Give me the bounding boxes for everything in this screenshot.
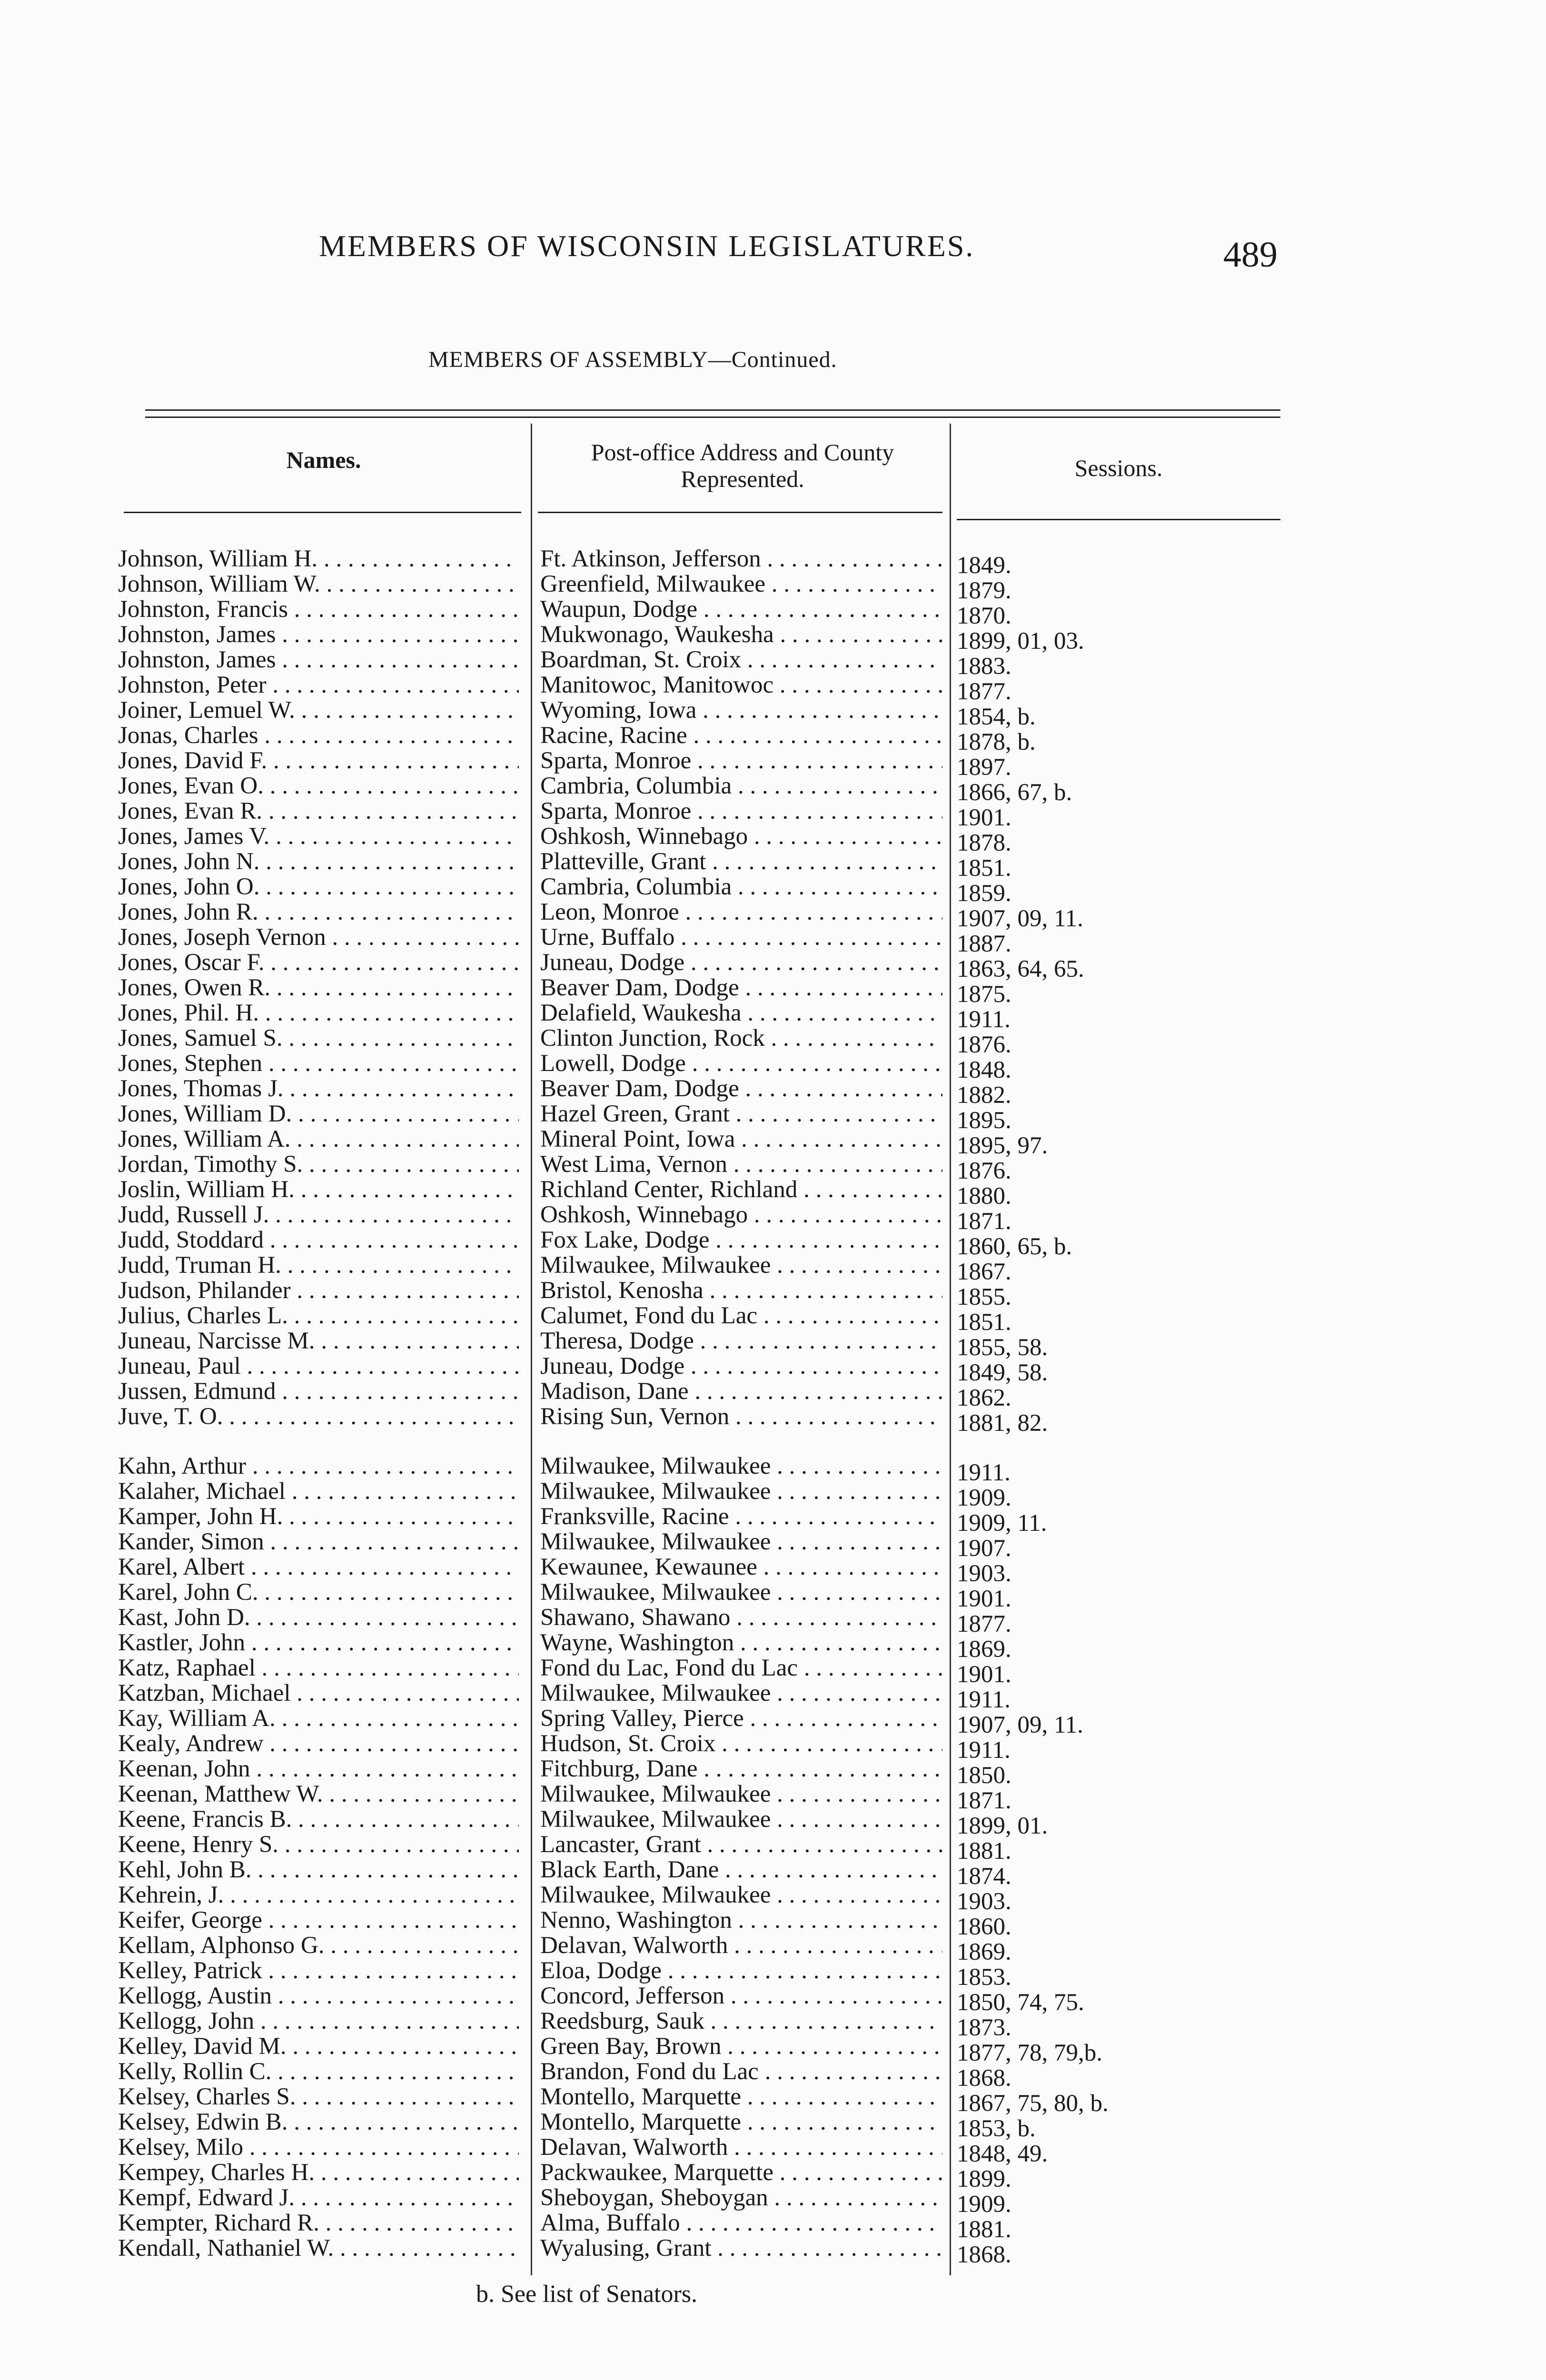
address-county: Mineral Point, Iowa . . . bbox=[540, 1127, 942, 1152]
address-county: Manitowoc, Manitowoc . . . bbox=[540, 673, 942, 698]
sessions: 1866, 67, b. bbox=[957, 780, 1072, 805]
address-county: Oshkosh, Winnebago . . . bbox=[540, 1202, 942, 1228]
table-row bbox=[0, 1731, 1546, 1763]
table-row bbox=[0, 1883, 1546, 1914]
sessions: 1876. bbox=[957, 1159, 1011, 1184]
member-name: Kellam, Alphonso G. . . . bbox=[118, 1933, 519, 1958]
member-name: Kehrein, J. . . . bbox=[118, 1883, 519, 1908]
member-name: Kealy, Andrew . . . bbox=[118, 1731, 519, 1756]
sessions: 1897. bbox=[957, 755, 1011, 780]
table-row bbox=[0, 1228, 1546, 1259]
table-row bbox=[0, 1354, 1546, 1386]
member-name: Kendall, Nathaniel W. . . . bbox=[118, 2236, 519, 2261]
table-row bbox=[0, 824, 1546, 856]
sessions: 1851. bbox=[957, 1310, 1011, 1335]
sessions: 1848. bbox=[957, 1058, 1011, 1083]
header-rule-sessions bbox=[957, 519, 1280, 520]
sessions: 1878. bbox=[957, 831, 1011, 856]
member-name: Kellogg, Austin . . . bbox=[118, 1983, 519, 2009]
table-row bbox=[0, 2034, 1546, 2066]
address-county: Lowell, Dodge . . . bbox=[540, 1051, 942, 1076]
sessions: 1877. bbox=[957, 1612, 1011, 1637]
member-name: Kehl, John B. . . . bbox=[118, 1857, 519, 1883]
sessions: 1874. bbox=[957, 1864, 1011, 1889]
column-header-sessions: Sessions. bbox=[1074, 455, 1163, 481]
entries-section-j bbox=[0, 546, 1546, 1436]
sessions: 1867. bbox=[957, 1259, 1011, 1285]
table-row bbox=[0, 1454, 1546, 1486]
address-county: Rising Sun, Vernon . . . bbox=[540, 1404, 942, 1429]
section-subtitle: MEMBERS OF ASSEMBLY—Continued. bbox=[428, 347, 837, 372]
address-county: Wayne, Washington . . . bbox=[540, 1630, 942, 1656]
address-county: Lancaster, Grant . . . bbox=[540, 1832, 942, 1857]
table-row bbox=[0, 1983, 1546, 2015]
sessions: 1877. bbox=[957, 679, 1011, 704]
address-county: Black Earth, Dane . . . bbox=[540, 1857, 942, 1883]
sessions: 1882. bbox=[957, 1083, 1011, 1108]
address-county: Kewaunee, Kewaunee . . . bbox=[540, 1555, 942, 1580]
table-row bbox=[0, 1479, 1546, 1511]
address-county: Leon, Monroe . . . bbox=[540, 900, 942, 925]
table-row bbox=[0, 1807, 1546, 1839]
sessions: 1907. bbox=[957, 1536, 1011, 1561]
member-name: Kelley, Patrick . . . bbox=[118, 1958, 519, 1983]
table-row bbox=[0, 597, 1546, 629]
table-row bbox=[0, 1656, 1546, 1687]
member-name: Joslin, William H. . . . bbox=[118, 1177, 519, 1202]
member-name: Judd, Stoddard . . . bbox=[118, 1228, 519, 1253]
sessions: 1899, 01, 03. bbox=[957, 629, 1084, 654]
address-county: Sheboygan, Sheboygan . . . bbox=[540, 2185, 942, 2211]
sessions: 1901. bbox=[957, 805, 1011, 831]
member-name: Kander, Simon . . . bbox=[118, 1529, 519, 1555]
member-name: Katz, Raphael . . . bbox=[118, 1656, 519, 1681]
table-row bbox=[0, 874, 1546, 906]
address-county: Green Bay, Brown . . . bbox=[540, 2034, 942, 2059]
address-county: Hazel Green, Grant . . . bbox=[540, 1101, 942, 1127]
table-row bbox=[0, 2185, 1546, 2217]
address-county: Juneau, Dodge . . . bbox=[540, 1354, 942, 1379]
member-name: Kelley, David M. . . . bbox=[118, 2034, 519, 2059]
table-row bbox=[0, 1152, 1546, 1184]
address-county: Richland Center, Richland . . . bbox=[540, 1177, 942, 1202]
member-name: Kelly, Rollin C. . . . bbox=[118, 2059, 519, 2084]
member-name: Jones, Oscar F. . . . bbox=[118, 950, 519, 975]
member-name: Juve, T. O. . . . bbox=[118, 1404, 519, 1429]
member-name: Jones, Samuel S. . . . bbox=[118, 1026, 519, 1051]
table-row bbox=[0, 1958, 1546, 1990]
member-name: Keene, Francis B. . . . bbox=[118, 1807, 519, 1832]
table-row bbox=[0, 1908, 1546, 1940]
member-name: Jones, David F. . . . bbox=[118, 748, 519, 774]
sessions: 1862. bbox=[957, 1386, 1011, 1411]
member-name: Jones, Stephen . . . bbox=[118, 1051, 519, 1076]
address-county: Wyoming, Iowa . . . bbox=[540, 698, 942, 723]
address-county: Eloa, Dodge . . . bbox=[540, 1958, 942, 1983]
sessions: 1876. bbox=[957, 1032, 1011, 1058]
table-row bbox=[0, 1329, 1546, 1360]
address-county: Milwaukee, Milwaukee . . . bbox=[540, 1782, 942, 1807]
table-row bbox=[0, 1051, 1546, 1083]
member-name: Katzban, Michael . . . bbox=[118, 1681, 519, 1706]
table-row bbox=[0, 1404, 1546, 1436]
address-county: Alma, Buffalo . . . bbox=[540, 2211, 942, 2236]
table-row bbox=[0, 2236, 1546, 2268]
sessions: 1850. bbox=[957, 1763, 1011, 1788]
member-name: Judd, Russell J. . . . bbox=[118, 1202, 519, 1228]
member-name: Kempter, Richard R. . . . bbox=[118, 2211, 519, 2236]
address-county: Milwaukee, Milwaukee . . . bbox=[540, 1807, 942, 1832]
sessions: 1869. bbox=[957, 1940, 1011, 1965]
member-name: Juneau, Paul . . . bbox=[118, 1354, 519, 1379]
member-name: Kellogg, John . . . bbox=[118, 2009, 519, 2034]
address-county: Brandon, Fond du Lac . . . bbox=[540, 2059, 942, 2084]
member-name: Jones, John O. . . . bbox=[118, 874, 519, 900]
address-county: Montello, Marquette . . . bbox=[540, 2084, 942, 2110]
table-row bbox=[0, 647, 1546, 679]
table-row bbox=[0, 1681, 1546, 1713]
member-name: Jonas, Charles . . . bbox=[118, 723, 519, 748]
sessions: 1881. bbox=[957, 2217, 1011, 2242]
address-county: Nenno, Washington . . . bbox=[540, 1908, 942, 1933]
footnote: b. See list of Senators. bbox=[476, 2281, 698, 2308]
member-name: Jones, Thomas J. . . . bbox=[118, 1076, 519, 1101]
address-county: Shawano, Shawano . . . bbox=[540, 1605, 942, 1630]
sessions: 1911. bbox=[957, 1007, 1011, 1032]
sessions: 1907, 09, 11. bbox=[957, 1713, 1083, 1738]
table-row bbox=[0, 2211, 1546, 2242]
address-county: Concord, Jefferson . . . bbox=[540, 1983, 942, 2009]
sessions: 1855, 58. bbox=[957, 1335, 1048, 1360]
address-county: Mukwonago, Waukesha . . . bbox=[540, 622, 942, 647]
member-name: Joiner, Lemuel W. . . . bbox=[118, 698, 519, 723]
member-name: Jones, Phil. H. . . . bbox=[118, 1001, 519, 1026]
sessions: 1851. bbox=[957, 856, 1011, 881]
address-county: Delavan, Walworth . . . bbox=[540, 2135, 942, 2160]
member-name: Jones, John N. . . . bbox=[118, 849, 519, 874]
table-row bbox=[0, 925, 1546, 957]
sessions: 1899. bbox=[957, 2167, 1011, 2192]
address-county: Racine, Racine . . . bbox=[540, 723, 942, 748]
address-county: Reedsburg, Sauk . . . bbox=[540, 2009, 942, 2034]
address-county: Milwaukee, Milwaukee . . . bbox=[540, 1529, 942, 1555]
address-county: Milwaukee, Milwaukee . . . bbox=[540, 1681, 942, 1706]
table-row bbox=[0, 673, 1546, 704]
table-row bbox=[0, 849, 1546, 881]
sessions: 1853. bbox=[957, 1965, 1011, 1990]
column-header-names: Names. bbox=[286, 446, 361, 473]
address-county: Sparta, Monroe . . . bbox=[540, 748, 942, 774]
table-row bbox=[0, 1001, 1546, 1032]
sessions: 1875. bbox=[957, 982, 1011, 1007]
address-county: Urne, Buffalo . . . bbox=[540, 925, 942, 950]
address-county: Milwaukee, Milwaukee . . . bbox=[540, 1883, 942, 1908]
sessions: 1880. bbox=[957, 1184, 1011, 1209]
address-county: Calumet, Fond du Lac . . . bbox=[540, 1303, 942, 1329]
table-row bbox=[0, 799, 1546, 831]
member-name: Johnston, Francis . . . bbox=[118, 597, 519, 622]
sessions: 1860. bbox=[957, 1914, 1011, 1940]
address-county: Packwaukee, Marquette . . . bbox=[540, 2160, 942, 2185]
sessions: 1899, 01. bbox=[957, 1814, 1048, 1839]
table-row bbox=[0, 1379, 1546, 1411]
member-name: Kamper, John H. . . . bbox=[118, 1504, 519, 1529]
address-county: Greenfield, Milwaukee . . . bbox=[540, 572, 942, 597]
page-number: 489 bbox=[1223, 235, 1278, 275]
sessions: 1911. bbox=[957, 1687, 1011, 1713]
address-county: Wyalusing, Grant . . . bbox=[540, 2236, 942, 2261]
sessions: 1855. bbox=[957, 1285, 1011, 1310]
table-row bbox=[0, 1504, 1546, 1536]
sessions: 1849, 58. bbox=[957, 1360, 1048, 1386]
member-name: Johnson, William W. . . . bbox=[118, 572, 519, 597]
member-name: Johnston, James . . . bbox=[118, 647, 519, 673]
sessions: 1895. bbox=[957, 1108, 1011, 1133]
sessions: 1871. bbox=[957, 1788, 1011, 1814]
address-county: Milwaukee, Milwaukee . . . bbox=[540, 1479, 942, 1504]
table-row bbox=[0, 1101, 1546, 1133]
address-county: Delavan, Walworth . . . bbox=[540, 1933, 942, 1958]
address-county: Fox Lake, Dodge . . . bbox=[540, 1228, 942, 1253]
table-row bbox=[0, 1857, 1546, 1889]
address-county: Platteville, Grant . . . bbox=[540, 849, 942, 874]
table-row bbox=[0, 1026, 1546, 1058]
table-row bbox=[0, 2160, 1546, 2192]
table-row bbox=[0, 2135, 1546, 2167]
sessions: 1859. bbox=[957, 881, 1011, 906]
sessions: 1873. bbox=[957, 2015, 1011, 2041]
table-row bbox=[0, 1202, 1546, 1234]
top-rule-2 bbox=[145, 416, 1280, 418]
member-name: Kempf, Edward J. . . . bbox=[118, 2185, 519, 2211]
running-title: MEMBERS OF WISCONSIN LEGISLATURES. bbox=[319, 229, 975, 263]
top-rule bbox=[145, 409, 1280, 411]
column-header-address: Post-office Address and County Represented. bbox=[591, 439, 894, 492]
sessions: 1849. bbox=[957, 553, 1011, 578]
sessions: 1901. bbox=[957, 1587, 1011, 1612]
table-row bbox=[0, 1832, 1546, 1864]
address-county: Waupun, Dodge . . . bbox=[540, 597, 942, 622]
address-county: Beaver Dam, Dodge . . . bbox=[540, 1076, 942, 1101]
address-county: Cambria, Columbia . . . bbox=[540, 774, 942, 799]
member-name: Juneau, Narcisse M. . . . bbox=[118, 1329, 519, 1354]
entries-section-k bbox=[0, 1454, 1546, 2268]
member-name: Keenan, Matthew W. . . . bbox=[118, 1782, 519, 1807]
sessions: 1871. bbox=[957, 1209, 1011, 1234]
member-name: Judd, Truman H. . . . bbox=[118, 1253, 519, 1278]
address-county: West Lima, Vernon . . . bbox=[540, 1152, 942, 1177]
address-county: Montello, Marquette . . . bbox=[540, 2110, 942, 2135]
table-row bbox=[0, 698, 1546, 730]
address-county: Fond du Lac, Fond du Lac . . . bbox=[540, 1656, 942, 1681]
member-name: Kahn, Arthur . . . bbox=[118, 1454, 519, 1479]
sessions: 1911. bbox=[957, 1460, 1011, 1486]
address-county: Spring Valley, Pierce . . . bbox=[540, 1706, 942, 1731]
member-name: Karel, John C. . . . bbox=[118, 1580, 519, 1605]
table-row bbox=[0, 1253, 1546, 1285]
table-row bbox=[0, 950, 1546, 982]
table-row bbox=[0, 2084, 1546, 2116]
member-name: Julius, Charles L. . . . bbox=[118, 1303, 519, 1329]
address-county: Fitchburg, Dane . . . bbox=[540, 1756, 942, 1782]
member-name: Jones, William D. . . . bbox=[118, 1101, 519, 1127]
table-row bbox=[0, 1933, 1546, 1965]
sessions: 1867, 75, 80, b. bbox=[957, 2091, 1109, 2116]
table-row bbox=[0, 622, 1546, 654]
member-name: Karel, Albert . . . bbox=[118, 1555, 519, 1580]
member-name: Kast, John D. . . . bbox=[118, 1605, 519, 1630]
sessions: 1863, 64, 65. bbox=[957, 957, 1084, 982]
sessions: 1895, 97. bbox=[957, 1133, 1048, 1159]
header-rule-address bbox=[538, 512, 942, 513]
table-row bbox=[0, 1782, 1546, 1814]
table-row bbox=[0, 2009, 1546, 2041]
table-row bbox=[0, 1555, 1546, 1587]
address-county: Juneau, Dodge . . . bbox=[540, 950, 942, 975]
member-name: Kempey, Charles H. . . . bbox=[118, 2160, 519, 2185]
sessions: 1909. bbox=[957, 2192, 1011, 2217]
table-row bbox=[0, 1177, 1546, 1209]
member-name: Jones, James V. . . . bbox=[118, 824, 519, 849]
member-name: Kalaher, Michael . . . bbox=[118, 1479, 519, 1504]
sessions: 1903. bbox=[957, 1561, 1011, 1587]
table-row bbox=[0, 1278, 1546, 1310]
address-county: Theresa, Dodge . . . bbox=[540, 1329, 942, 1354]
member-name: Jones, Evan O. . . . bbox=[118, 774, 519, 799]
table-row bbox=[0, 1127, 1546, 1159]
table-row bbox=[0, 1630, 1546, 1662]
table-row bbox=[0, 900, 1546, 932]
member-name: Kelsey, Edwin B. . . . bbox=[118, 2110, 519, 2135]
sessions: 1850, 74, 75. bbox=[957, 1990, 1084, 2015]
sessions: 1909, 11. bbox=[957, 1511, 1047, 1536]
member-name: Keene, Henry S. . . . bbox=[118, 1832, 519, 1857]
member-name: Jones, John R. . . . bbox=[118, 900, 519, 925]
member-name: Jones, Joseph Vernon . . . bbox=[118, 925, 519, 950]
member-name: Keifer, George . . . bbox=[118, 1908, 519, 1933]
address-county: Delafield, Waukesha . . . bbox=[540, 1001, 942, 1026]
member-name: Jordan, Timothy S. . . . bbox=[118, 1152, 519, 1177]
table-row bbox=[0, 1706, 1546, 1738]
address-county: Bristol, Kenosha . . . bbox=[540, 1278, 942, 1303]
member-name: Kay, William A. . . . bbox=[118, 1706, 519, 1731]
table-row bbox=[0, 723, 1546, 755]
sessions: 1907, 09, 11. bbox=[957, 906, 1083, 932]
sessions: 1879. bbox=[957, 578, 1011, 604]
member-name: Johnston, James . . . bbox=[118, 622, 519, 647]
member-name: Jones, Evan R. . . . bbox=[118, 799, 519, 824]
member-name: Jones, William A. . . . bbox=[118, 1127, 519, 1152]
member-name: Jussen, Edmund . . . bbox=[118, 1379, 519, 1404]
sessions: 1853, b. bbox=[957, 2116, 1036, 2142]
table-row bbox=[0, 1605, 1546, 1637]
sessions: 1881, 82. bbox=[957, 1411, 1048, 1436]
sessions: 1868. bbox=[957, 2066, 1011, 2091]
header-rule-names bbox=[124, 512, 521, 513]
sessions: 1868. bbox=[957, 2242, 1011, 2268]
address-county: Milwaukee, Milwaukee . . . bbox=[540, 1454, 942, 1479]
table-row bbox=[0, 1580, 1546, 1612]
table-row bbox=[0, 572, 1546, 604]
table-row bbox=[0, 546, 1546, 578]
table-row bbox=[0, 1303, 1546, 1335]
address-county: Franksville, Racine . . . bbox=[540, 1504, 942, 1529]
table-row bbox=[0, 748, 1546, 780]
sessions: 1901. bbox=[957, 1662, 1011, 1687]
sessions: 1848, 49. bbox=[957, 2142, 1048, 2167]
member-name: Kelsey, Charles S. . . . bbox=[118, 2084, 519, 2110]
sessions: 1903. bbox=[957, 1889, 1011, 1914]
address-county: Ft. Atkinson, Jefferson . . . bbox=[540, 546, 942, 572]
table-row bbox=[0, 975, 1546, 1007]
address-county: Madison, Dane . . . bbox=[540, 1379, 942, 1404]
table-row bbox=[0, 1076, 1546, 1108]
sessions: 1869. bbox=[957, 1637, 1011, 1662]
member-name: Kelsey, Milo . . . bbox=[118, 2135, 519, 2160]
address-county: Boardman, St. Croix . . . bbox=[540, 647, 942, 673]
sessions: 1877, 78, 79,b. bbox=[957, 2041, 1102, 2066]
sessions: 1854, b. bbox=[957, 704, 1036, 730]
address-county: Hudson, St. Croix . . . bbox=[540, 1731, 942, 1756]
table-row bbox=[0, 774, 1546, 805]
address-county: Clinton Junction, Rock . . . bbox=[540, 1026, 942, 1051]
sessions: 1878, b. bbox=[957, 730, 1036, 755]
address-county: Oshkosh, Winnebago . . . bbox=[540, 824, 942, 849]
member-name: Judson, Philander . . . bbox=[118, 1278, 519, 1303]
member-name: Johnston, Peter . . . bbox=[118, 673, 519, 698]
table-row bbox=[0, 2110, 1546, 2142]
sessions: 1883. bbox=[957, 654, 1011, 679]
member-name: Keenan, John . . . bbox=[118, 1756, 519, 1782]
sessions: 1911. bbox=[957, 1738, 1011, 1763]
sessions: 1870. bbox=[957, 604, 1011, 629]
sessions: 1881. bbox=[957, 1839, 1011, 1864]
address-county: Cambria, Columbia . . . bbox=[540, 874, 942, 900]
address-county: Milwaukee, Milwaukee . . . bbox=[540, 1253, 942, 1278]
address-county: Beaver Dam, Dodge . . . bbox=[540, 975, 942, 1001]
sessions: 1909. bbox=[957, 1486, 1011, 1511]
table-row bbox=[0, 1529, 1546, 1561]
member-name: Jones, Owen R. . . . bbox=[118, 975, 519, 1001]
member-name: Kastler, John . . . bbox=[118, 1630, 519, 1656]
sessions: 1887. bbox=[957, 932, 1011, 957]
table-row bbox=[0, 1756, 1546, 1788]
member-name: Johnson, William H. . . . bbox=[118, 546, 519, 572]
address-county: Milwaukee, Milwaukee . . . bbox=[540, 1580, 942, 1605]
address-county: Sparta, Monroe . . . bbox=[540, 799, 942, 824]
sessions: 1860, 65, b. bbox=[957, 1234, 1072, 1259]
table-row bbox=[0, 2059, 1546, 2091]
